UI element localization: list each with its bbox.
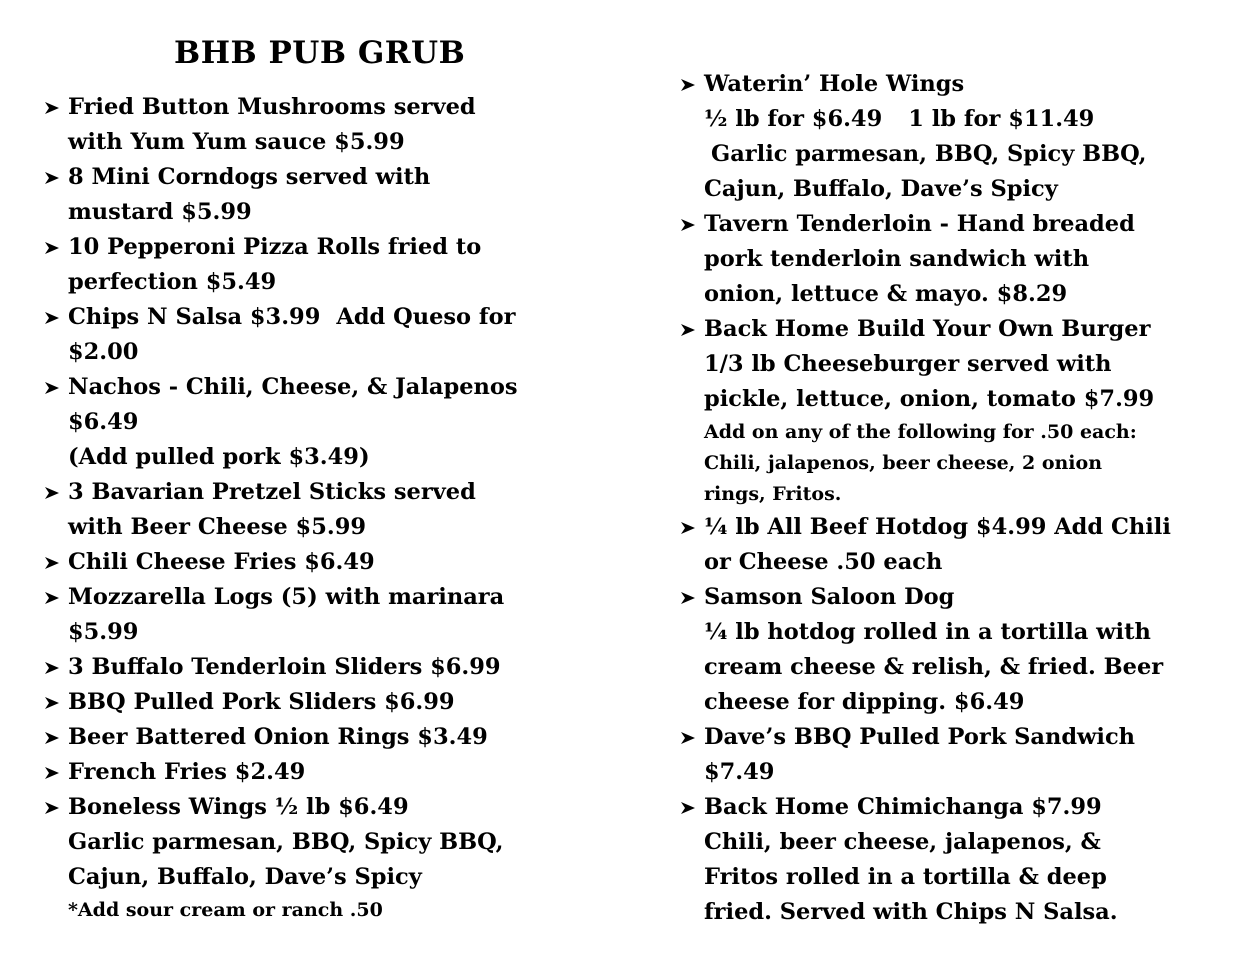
arrowhead-bullet-icon	[44, 545, 62, 580]
menu-item-waterin-hole-wings	[680, 67, 1235, 207]
menu-item-mini-corndogs	[44, 160, 589, 230]
menu-item-onion-rings	[44, 720, 589, 755]
menu-item-tenderloin-sliders	[44, 650, 589, 685]
menu-item-text: Nachos - Chili, Cheese, & Jalapenos	[68, 374, 518, 400]
menu-item-text: Beer Battered Onion Rings $3.49	[68, 724, 488, 750]
menu-item-text: Garlic parmesan, BBQ, Spicy BBQ,	[68, 829, 504, 855]
menu-item-addon-text: rings, Fritos.	[704, 483, 842, 505]
menu-item-nachos	[44, 370, 589, 475]
menu-item-text: perfection $5.49	[68, 269, 277, 295]
menu-item-text: Waterin’ Hole Wings	[704, 71, 965, 97]
menu-item-text: 1 lb for $11.49	[908, 106, 1095, 132]
menu-item-text: fried. Served with Chips N Salsa.	[704, 899, 1118, 925]
menu-item-text: cheese for dipping. $6.49	[704, 689, 1025, 715]
arrowhead-bullet-icon	[680, 790, 698, 825]
menu-item-text: $5.99	[68, 619, 139, 645]
arrowhead-bullet-icon	[44, 685, 62, 720]
arrowhead-bullet-icon	[44, 370, 62, 405]
menu-item-build-your-own-burger	[680, 312, 1235, 510]
menu-item-text: 3 Bavarian Pretzel Sticks served	[68, 479, 476, 505]
menu-item-text: ¼ lb All Beef Hotdog $4.99 Add Chili	[704, 514, 1171, 540]
menu-item-mozzarella-logs	[44, 580, 589, 650]
menu-item-chili-cheese-fries	[44, 545, 589, 580]
menu-item-text: cream cheese & relish, & fried. Beer	[704, 654, 1164, 680]
menu-item-all-beef-hotdog	[680, 510, 1235, 580]
menu-item-pulled-pork-sandwich	[680, 720, 1235, 790]
menu-item-text: Fritos rolled in a tortilla & deep	[704, 864, 1107, 890]
menu-item-text: 8 Mini Corndogs served with	[68, 164, 431, 190]
menu-item-text: Chips N Salsa $3.99	[68, 304, 321, 330]
menu-item-text: Cajun, Buffalo, Dave’s Spicy	[68, 864, 422, 890]
arrowhead-bullet-icon	[680, 67, 698, 102]
arrowhead-bullet-icon	[44, 300, 62, 335]
menu-item-text: Fried Button Mushrooms served	[68, 94, 476, 120]
menu-item-text: Add Queso for	[336, 304, 516, 330]
menu-item-text: with Beer Cheese $5.99	[68, 514, 367, 540]
menu-item-text: or Cheese .50 each	[704, 549, 943, 575]
menu-item-text: $7.49	[704, 759, 775, 785]
arrowhead-bullet-icon	[44, 790, 62, 825]
menu-item-text: $6.49	[68, 409, 139, 435]
menu-item-text: Chili, beer cheese, jalapenos, &	[704, 829, 1101, 855]
menu-item-text: Chili Cheese Fries $6.49	[68, 549, 375, 575]
menu-item-line	[68, 300, 589, 335]
menu-item-french-fries	[44, 755, 589, 790]
menu-item-text: Boneless Wings ½ lb $6.49	[68, 794, 409, 820]
arrowhead-bullet-icon	[680, 580, 698, 615]
arrowhead-bullet-icon	[44, 755, 62, 790]
arrowhead-bullet-icon	[44, 580, 62, 615]
arrowhead-bullet-icon	[44, 650, 62, 685]
menu-item-boneless-wings	[44, 790, 589, 926]
arrowhead-bullet-icon	[680, 207, 698, 242]
menu-item-chimichanga	[680, 790, 1235, 930]
menu-left-column	[44, 90, 589, 926]
menu-item-text: 1/3 lb Cheeseburger served with	[704, 351, 1112, 377]
arrowhead-bullet-icon	[44, 160, 62, 195]
menu-item-text: Garlic parmesan, BBQ, Spicy BBQ,	[711, 141, 1147, 167]
arrowhead-bullet-icon	[44, 230, 62, 265]
menu-item-text: 3 Buffalo Tenderloin Sliders $6.99	[68, 654, 501, 680]
menu-item-chips-salsa	[44, 300, 589, 370]
arrowhead-bullet-icon	[680, 312, 698, 347]
menu-item-text: Cajun, Buffalo, Dave’s Spicy	[704, 176, 1058, 202]
menu-item-text: with Yum Yum sauce $5.99	[68, 129, 405, 155]
menu-title: BHB PUB GRUB	[174, 35, 466, 71]
arrowhead-bullet-icon	[680, 720, 698, 755]
menu-item-addon-text: Add on any of the following for .50 each:	[704, 421, 1137, 443]
menu-item-text: onion, lettuce & mayo. $8.29	[704, 281, 1068, 307]
arrowhead-bullet-icon	[44, 90, 62, 125]
menu-item-text: Back Home Chimichanga $7.99	[704, 794, 1102, 820]
menu-item-text: BBQ Pulled Pork Sliders $6.99	[68, 689, 455, 715]
menu-item-pretzel-sticks	[44, 475, 589, 545]
menu-item-text: (Add pulled pork $3.49)	[68, 444, 370, 470]
menu-item-text: ¼ lb hotdog rolled in a tortilla with	[704, 619, 1151, 645]
menu-item-text: mustard $5.99	[68, 199, 252, 225]
menu-right-column	[680, 67, 1235, 930]
arrowhead-bullet-icon	[44, 720, 62, 755]
menu-item-text: Back Home Build Your Own Burger	[704, 316, 1151, 342]
menu-item-text: pork tenderloin sandwich with	[704, 246, 1090, 272]
menu-item-pulled-pork-sliders	[44, 685, 589, 720]
menu-item-line	[704, 102, 1235, 137]
menu-item-samson-saloon-dog	[680, 580, 1235, 720]
menu-item-text: Mozzarella Logs (5) with marinara	[68, 584, 505, 610]
menu-item-pizza-rolls	[44, 230, 589, 300]
menu-item-text: ½ lb for $6.49	[704, 106, 883, 132]
menu-item-tavern-tenderloin	[680, 207, 1235, 312]
menu-item-text: 10 Pepperoni Pizza Rolls fried to	[68, 234, 482, 260]
menu-item-fried-mushrooms	[44, 90, 589, 160]
menu-item-note: *Add sour cream or ranch .50	[68, 899, 383, 921]
arrowhead-bullet-icon	[44, 475, 62, 510]
menu-item-text: Samson Saloon Dog	[704, 584, 955, 610]
menu-item-text: pickle, lettuce, onion, tomato $7.99	[704, 386, 1155, 412]
menu-item-text: $2.00	[68, 339, 139, 365]
menu-item-text: Tavern Tenderloin - Hand breaded	[704, 211, 1135, 237]
menu-item-text: Dave’s BBQ Pulled Pork Sandwich	[704, 724, 1136, 750]
menu-item-addon-text: Chili, jalapenos, beer cheese, 2 onion	[704, 452, 1103, 474]
menu-item-text: French Fries $2.49	[68, 759, 306, 785]
arrowhead-bullet-icon	[680, 510, 698, 545]
